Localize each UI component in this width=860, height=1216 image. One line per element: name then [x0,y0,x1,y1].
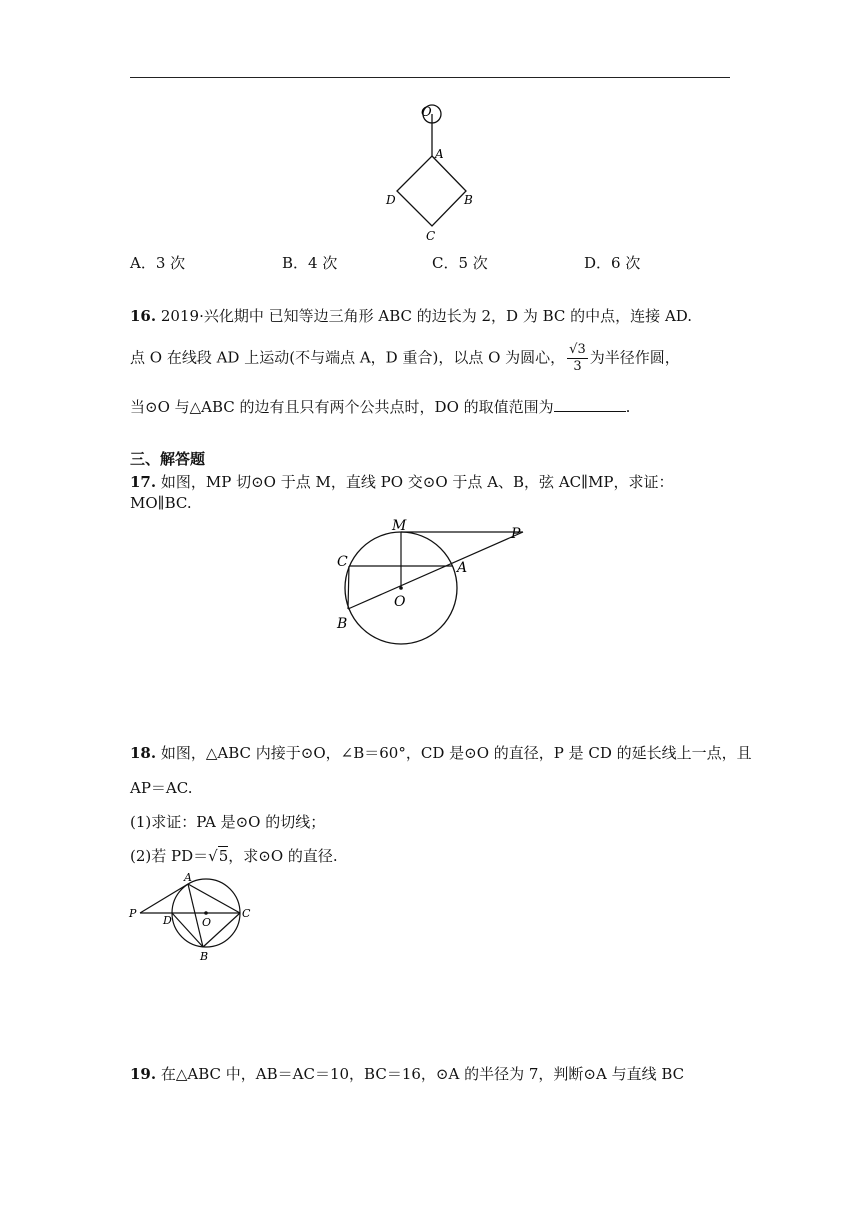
q19-line1: 19. 在△ABC 中，AB＝AC＝10，BC＝16，⊙A 的半径为 7，判断⊙A 与直线 BC [130,1065,685,1083]
q18-figure [126,868,266,963]
q17-label-b: B [337,616,348,632]
q15-label-o: O [421,105,432,120]
q15-label-d: D [386,193,396,207]
q15-label-b: B [464,193,473,207]
q15-option-d: D．6 次 [584,254,641,272]
q15-label-a: A [435,147,444,161]
q17-line1: 17. 如图，MP 切⊙O 于点 M，直线 PO 交⊙O 于点 A、B，弦 AC∥MP，求证： [130,473,674,491]
q15-option-b: B．4 次 [282,254,338,272]
q18-line1: 18. 如图，△ABC 内接于⊙O，∠B＝60°，CD 是⊙O 的直径，P 是 CD 的延长线上一点，且 [130,744,752,762]
q18-label-c: C [242,907,251,920]
q17-center-dot [399,586,403,590]
q18-label-o: O [202,916,212,929]
q18-part2: (2)若 PD＝√5，求⊙O 的直径. [130,847,338,865]
q18-label-p: P [129,907,137,920]
q18-segment-ab [188,884,203,947]
header-rule [130,77,730,78]
q16-fraction: $\frac{√3}{3}$ [569,342,586,374]
q17-label-c: C [337,554,348,570]
q16-answer-blank [554,397,626,412]
section-title: 三、解答题 [130,450,206,468]
q15-label-c: C [426,229,436,243]
q17-figure [330,515,530,647]
q18-label-d: D [163,914,172,927]
q18-segment-pa [140,884,188,913]
q15-square [397,156,466,226]
q17-line2: MO∥BC. [130,494,192,512]
q16-line3: 当⊙O 与△ABC 的边有且只有两个公共点时，DO 的取值范围为 . [130,398,631,416]
q18-part1: (1)求证：PA 是⊙O 的切线； [130,813,326,831]
q17-label-m: M [392,518,407,534]
q18-segment-ac [188,884,240,913]
q17-segment-bc [348,566,349,609]
q18-line2: AP＝AC. [130,779,193,797]
q18-label-a: A [184,871,192,884]
q18-center-dot [204,911,208,915]
q17-label-p: P [511,526,521,542]
q17-label-o: O [394,594,406,610]
q15-option-a: A．3 次 [130,254,186,272]
q16-line1: 16. 2019·兴化期中 已知等边三角形 ABC 的边长为 2，D 为 BC 的中点，连接 AD. [130,307,693,325]
q17-label-a: A [457,560,468,576]
q16-line2: 点 O 在线段 AD 上运动(不与端点 A，D 重合)，以点 O 为圆心， $\frac{√3}{3}$ 为半径作圆， [130,342,680,374]
q15-figure [380,98,480,243]
q18-label-b: B [200,950,209,963]
q15-option-c: C．5 次 [432,254,488,272]
